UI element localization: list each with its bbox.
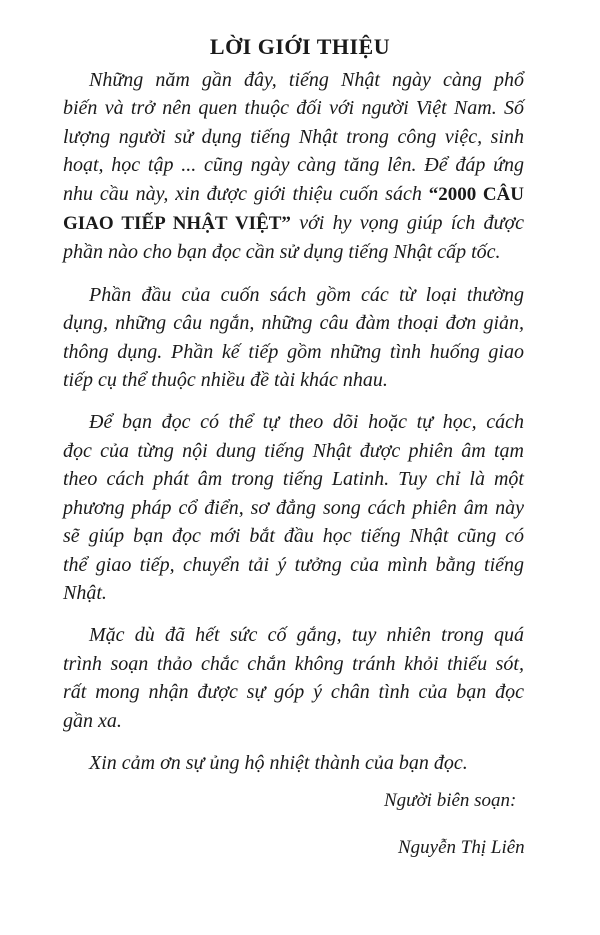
text-line: sẽ giúp bạn đọc mới bắt đầu học tiếng Nhật cũng có: [63, 525, 524, 548]
paragraph-5: [89, 749, 524, 777]
text-line: rất mong nhận được sự góp ý chân tình của bạn đọc: [63, 681, 524, 704]
page-title: LỜI GIỚI THIỆU: [209, 34, 391, 59]
text-line: Xin cảm ơn sự ủng hộ nhiệt thành của bạn đọc.: [89, 751, 468, 774]
text-line: lượng người sử dụng tiếng Nhật trong công việc, sinh: [63, 125, 524, 148]
text-line: [63, 180, 524, 209]
text-line-content: Những năm gần đây, tiếng Nhật ngày càng phổ: [89, 69, 524, 91]
text-line: đọc của từng nội dung tiếng Nhật được phiên âm tạm: [63, 439, 524, 462]
text-line: tiếp cụ thể thuộc nhiều đề tài khác nhau.: [63, 369, 388, 392]
text-line-content: với hy vọng giúp ích được: [299, 212, 525, 235]
document-body: [63, 66, 524, 791]
text-line: thông dụng. Phần kế tiếp gồm những tình huống giao: [63, 340, 524, 363]
text-line: Nhật.: [63, 581, 107, 604]
text-line: gần xa.: [63, 709, 122, 732]
signature-role: Người biên soạn:: [384, 790, 517, 811]
text-line: Phần đầu của cuốn sách gồm các từ loại thường: [89, 283, 524, 306]
book-title-part-1: “2000 CÂU: [428, 183, 525, 205]
text-line: dụng, những câu ngắn, những câu đàm thoại đơn giản,: [63, 312, 524, 335]
text-line: trình soạn thảo chắc chắn không tránh khỏi thiếu sót,: [63, 652, 524, 675]
text-line: theo cách phát âm trong tiếng Latinh. Tuy chỉ là một: [63, 468, 524, 491]
text-line: Mặc dù đã hết sức cố gắng, tuy nhiên trong quá: [89, 624, 524, 647]
paragraph-1: [63, 66, 525, 267]
text-line: phương pháp cổ điển, sơ đẳng song cách phiên âm này: [63, 496, 524, 519]
text-line: hoạt, học tập ... cũng ngày càng tăng lên. Để đáp ứng: [63, 154, 524, 177]
text-line: [63, 209, 524, 238]
paragraph-4: [63, 621, 524, 735]
book-title-part-2: GIAO TIẾP NHẬT VIỆT”: [63, 213, 291, 235]
text-line: thể giao tiếp, chuyển tải ý tưởng của mình bằng tiếng: [63, 553, 524, 576]
text-line: [89, 66, 524, 94]
text-line: Để bạn đọc có thể tự theo dõi hoặc tự học, cách: [89, 411, 524, 434]
paragraph-3: [63, 408, 524, 607]
text-line: biến và trở nên quen thuộc đối với người Việt Nam. Số: [63, 97, 524, 120]
signature-name: Nguyễn Thị Liên: [398, 837, 525, 858]
paragraph-2: [63, 281, 524, 395]
text-line: phần nào cho bạn đọc cần sử dụng tiếng Nhật cấp tốc.: [63, 241, 501, 264]
text-line-content: nhu cầu này, xin được giới thiệu cuốn sách: [63, 182, 422, 205]
